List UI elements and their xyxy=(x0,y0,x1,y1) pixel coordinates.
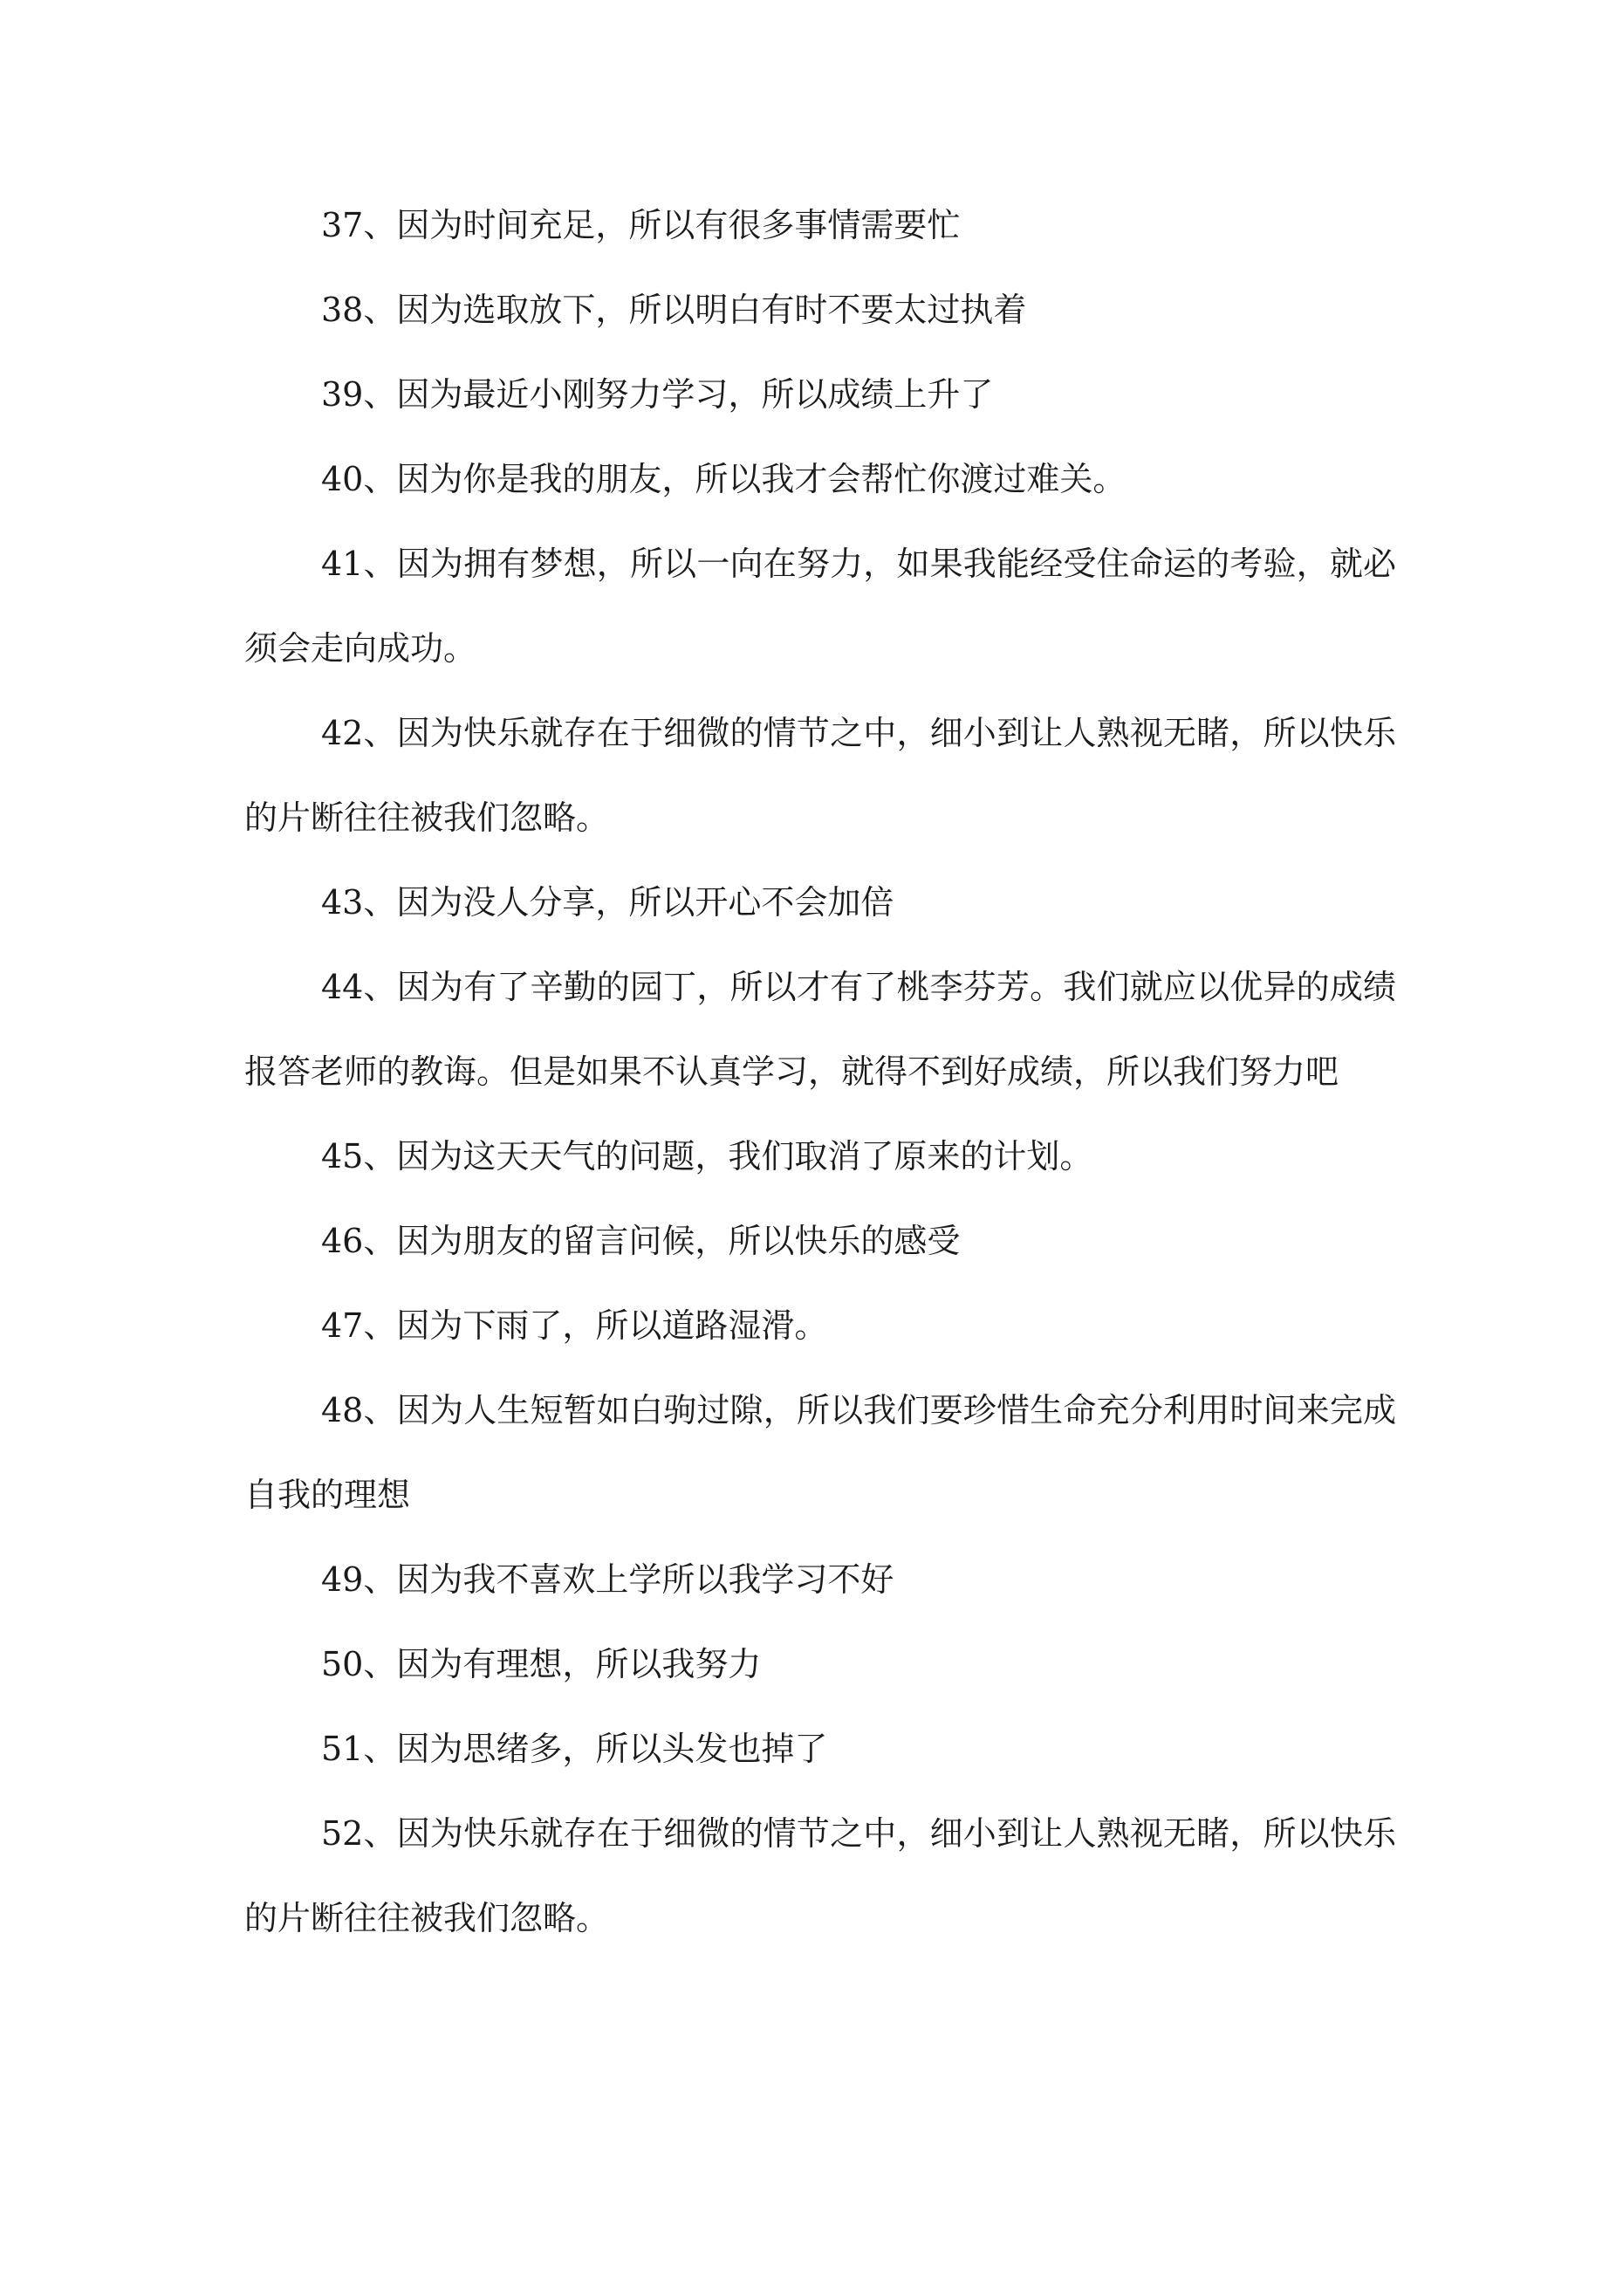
sentence-51: 51、因为思绪多，所以头发也掉了 xyxy=(321,1730,828,1768)
sentence-47: 47、因为下雨了，所以道路湿滑。 xyxy=(321,1306,828,1345)
sentence-49: 49、因为我不喜欢上学所以我学习不好 xyxy=(321,1560,894,1599)
sentence-45: 45、因为这天天气的问题，我们取消了原来的计划。 xyxy=(321,1137,1093,1175)
sentence-37: 37、因为时间充足，所以有很多事情需要忙 xyxy=(321,206,961,244)
sentence-50: 50、因为有理想，所以我努力 xyxy=(321,1645,762,1683)
sentence-44: 44、因为有了辛勤的园丁，所以才有了桃李芬芳。我们就应以优异的成绩报答老师的教诲。但是如果不认真学习，就得不到好成绩，所以我们努力吧 xyxy=(244,968,1396,1091)
sentence-40: 40、因为你是我的朋友，所以我才会帮忙你渡过难关。 xyxy=(321,460,1127,498)
sentence-46: 46、因为朋友的留言问候，所以快乐的感受 xyxy=(321,1222,961,1260)
document-body xyxy=(244,183,1396,1961)
sentence-38: 38、因为选取放下，所以明白有时不要太过执着 xyxy=(321,291,1027,329)
sentence-43: 43、因为没人分享，所以开心不会加倍 xyxy=(321,883,894,922)
sentence-42: 42、因为快乐就存在于细微的情节之中，细小到让人熟视无睹，所以快乐的片断往往被我们忽略。 xyxy=(244,714,1396,837)
sentence-39: 39、因为最近小刚努力学习，所以成绩上升了 xyxy=(321,375,994,414)
sentence-52: 52、因为快乐就存在于细微的情节之中，细小到让人熟视无睹，所以快乐的片断往往被我们忽略。 xyxy=(244,1814,1396,1937)
sentence-41: 41、因为拥有梦想，所以一向在努力，如果我能经受住命运的考验，就必须会走向成功。 xyxy=(244,545,1396,668)
sentence-48: 48、因为人生短暂如白驹过隙，所以我们要珍惜生命充分利用时间来完成自我的理想 xyxy=(244,1391,1396,1514)
